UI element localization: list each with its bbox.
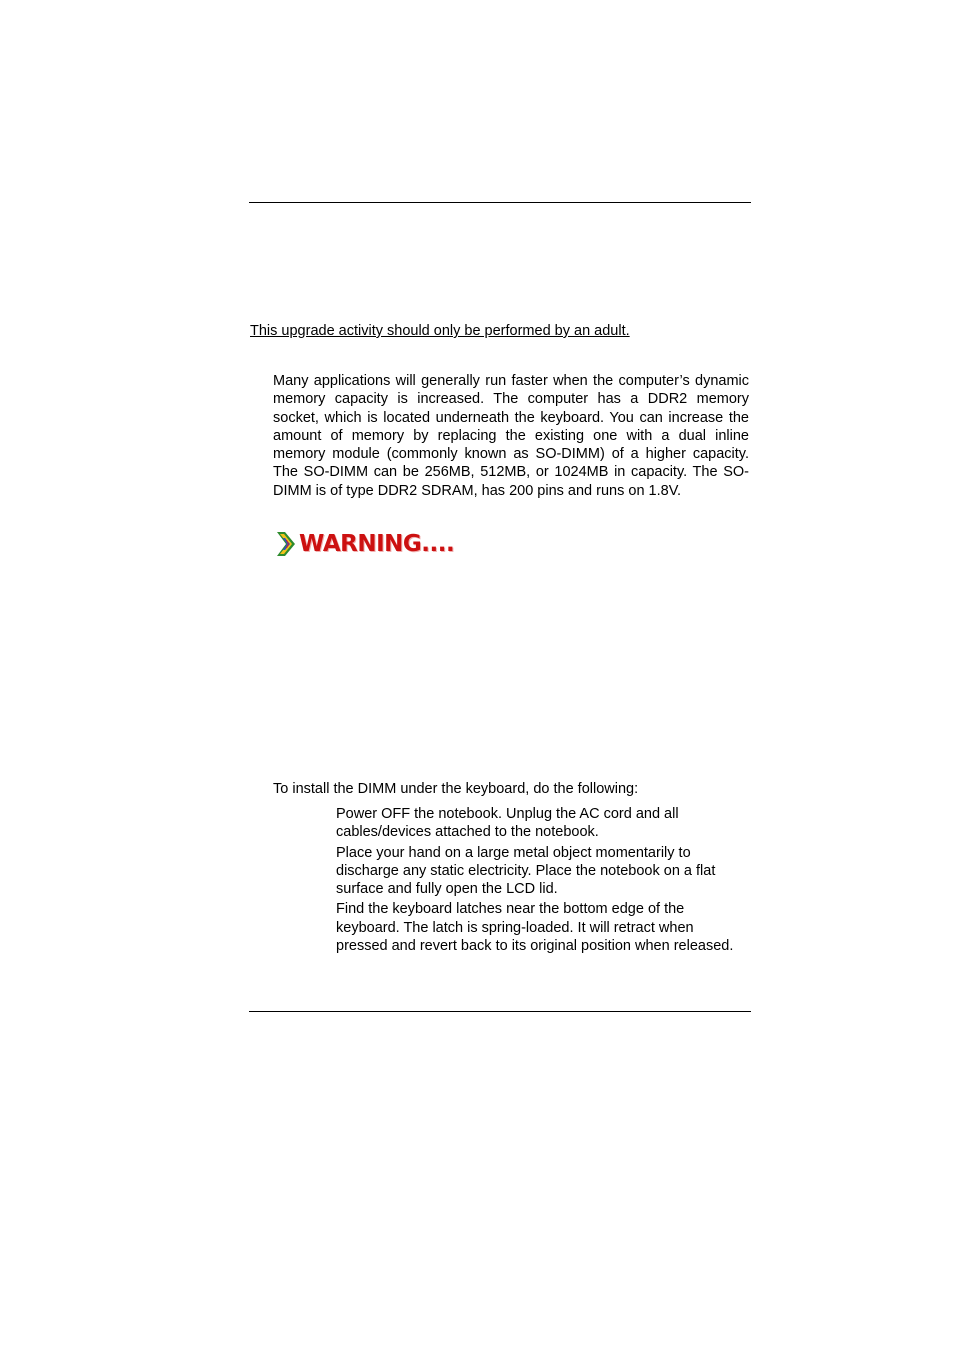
install-steps (336, 805, 746, 957)
warning-banner (275, 529, 454, 559)
step-item: Place your hand on a large metal object momentarily to discharge any static electricity. Place the notebook on a flat surface and fully open the LCD lid. (336, 844, 716, 898)
header-rule (249, 202, 751, 203)
footer-rule (249, 1011, 751, 1012)
adult-note: This upgrade activity should only be performed by an adult. (250, 323, 630, 339)
memory-paragraph: Many applications will generally run faster when the computer’s dynamic memory capacity is increased. The computer has a DDR2 memory socket, which is located underneath the keyboard. You can increase the amount of memory by replacing the existing one with a dual inline memory module (commonly known as SO-DIMM) of a higher capacity. The SO-DIMM can be 256MB, 512MB, or 1024MB in capacity. The SO-DIMM is of type DDR2 SDRAM, has 200 pins and runs on 1.8V. (273, 373, 749, 499)
step-item: Find the keyboard latches near the bottom edge of the keyboard. The latch is spring-loaded. It will retract when pressed and revert back to its original position when released. (336, 901, 734, 955)
warning-label: WARNING.... (299, 531, 455, 557)
warning-arrow-icon (275, 530, 297, 558)
step-item: Power OFF the notebook. Unplug the AC cord and all cables/devices attached to the notebook. (336, 806, 679, 841)
install-intro: To install the DIMM under the keyboard, do the following: (273, 781, 639, 797)
